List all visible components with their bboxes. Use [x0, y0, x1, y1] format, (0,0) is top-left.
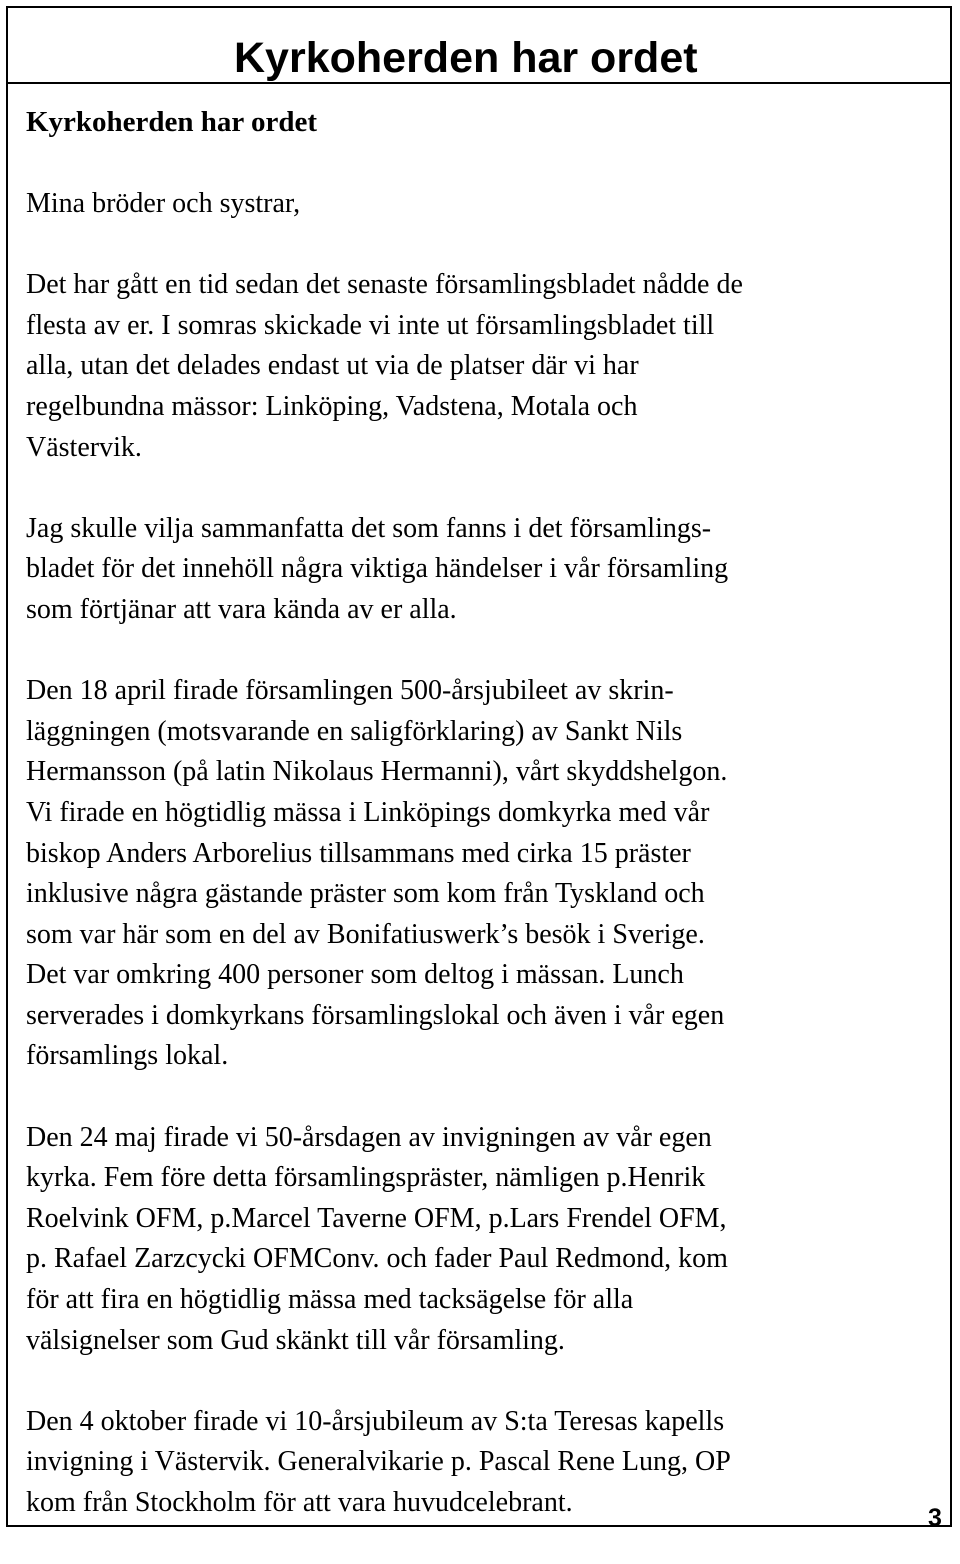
page-number: 3 [928, 1504, 942, 1532]
article-body [26, 100, 938, 1564]
paragraph-summary: Jag skulle vilja sammanfatta det som fanns i det församlings- bladet för det innehöll några viktiga händelser i vår församling som förtjänar att vara kända av er alla. [26, 512, 729, 625]
article-subheading: Kyrkoherden har ordet [26, 106, 318, 138]
paragraph-jubilee-april: Den 18 april firade församlingen 500-årsjubileet av skrin- läggningen (motsvarande en saligförklaring) av Sankt Nils Hermansson (på latin Nikolaus Hermanni), vårt skyddshelgon. Vi firade en högtidlig mässa i Linköpings domkyrka med vår biskop Anders Arborelius tillsammans med cirka 15 präster inklusive några gästande präster som kom från Tyskland och som var här som en del av Bonifatiuswerk’s besök i Sverige. Det var omkring 400 personer som deltog i mässan. Lunch serverades i domkyrkans församlingslokal och även i vår egen församlings lokal. [26, 675, 728, 1072]
paragraph-intro: Det har gått en tid sedan det senaste församlingsbladet nådde de flesta av er. I somras skickade vi inte ut församlingsbladet till alla, utan det delades endast ut via de platser där vi har regelbundna mässor: Linköping, Vadstena, Motala och Västervik. [26, 269, 743, 463]
paragraph-jubilee-october: Den 4 oktober firade vi 10-årsjubileum av S:ta Teresas kapells invigning i Västervik. Generalvikarie p. Pascal Rene Lung, OP kom från Stockholm för att vara huvudcelebrant. [26, 1405, 731, 1518]
paragraph-anniversary-may: Den 24 maj firade vi 50-årsdagen av invigningen av vår egen kyrka. Fem före detta församlingspräster, nämligen p.Henrik Roelvink OFM, p.Marcel Taverne OFM, p.Lars Frendel OFM, p. Rafael Zarzcycki OFMConv. och fader Paul Redmond, kom för att fira en högtidlig mässa med tacksägelse för alla välsignelser som Gud skänkt till vår församling. [26, 1121, 728, 1356]
greeting: Mina bröder och systrar, [26, 188, 301, 219]
page-title: Kyrkoherden har ordet [234, 34, 698, 82]
header-bar [6, 6, 952, 84]
